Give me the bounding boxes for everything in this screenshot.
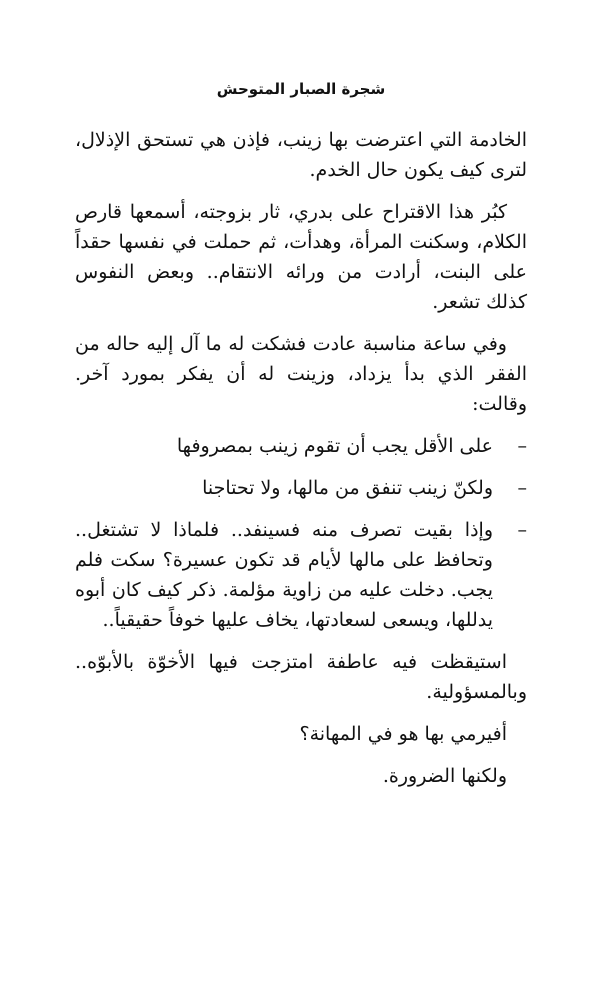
dialogue-text: وإذا بقيت تصرف منه فسينفد.. فلماذا لا تشتغل.. وتحافظ على مالها لأيام قد تكون عسيرة؟ سكت فلم يجب. دخلت عليه من زاوية مؤلمة. ذكر كيف كان أبوه يدللها، ويسعى لسعادتها، يخاف عليها خوفاً حقيقياً..	[75, 519, 493, 631]
paragraph-4: استيقظت فيه عاطفة امتزجت فيها الأخوّة بالأبوّه.. وبالمسؤولية.	[75, 651, 527, 703]
dash-marker: –	[517, 477, 527, 499]
dash-marker: –	[517, 435, 527, 457]
dash-marker: –	[517, 519, 527, 541]
page-body	[75, 125, 527, 803]
dialogue-list	[75, 431, 527, 635]
dialogue-line-2: ولكنها الضرورة.	[382, 765, 507, 787]
running-header: شجرة الصبار المتوحش	[216, 80, 386, 98]
paragraph-2: كبُر هذا الاقتراح على بدري، ثار بزوجته، أسمعها قارص الكلام، وسكنت المرأة، وهدأت، ثم حملت في نفسها حقداً على البنت، أرادت من ورائه الانتقام.. وبعض النفوس كذلك تشعر.	[75, 201, 527, 313]
paragraph-1: الخادمة التي اعترضت بها زينب، فإذن هي تستحق الإذلال، لترى كيف يكون حال الخدم.	[75, 129, 527, 181]
dialogue-item-1	[75, 431, 527, 461]
paragraph-3: وفي ساعة مناسبة عادت فشكت له ما آل إليه حاله من الفقر الذي بدأ يزداد، وزينت له أن يفكر بمورد آخر. وقالت:	[75, 333, 527, 415]
dialogue-line-1: أفيرمي بها هو في المهانة؟	[299, 723, 507, 745]
dialogue-text: على الأقل يجب أن تقوم زينب بمصروفها	[176, 435, 493, 457]
dialogue-item-2	[75, 473, 527, 503]
dialogue-item-3	[75, 515, 527, 635]
dialogue-text: ولكنّ زينب تنفق من مالها، ولا تحتاجنا	[202, 477, 493, 499]
